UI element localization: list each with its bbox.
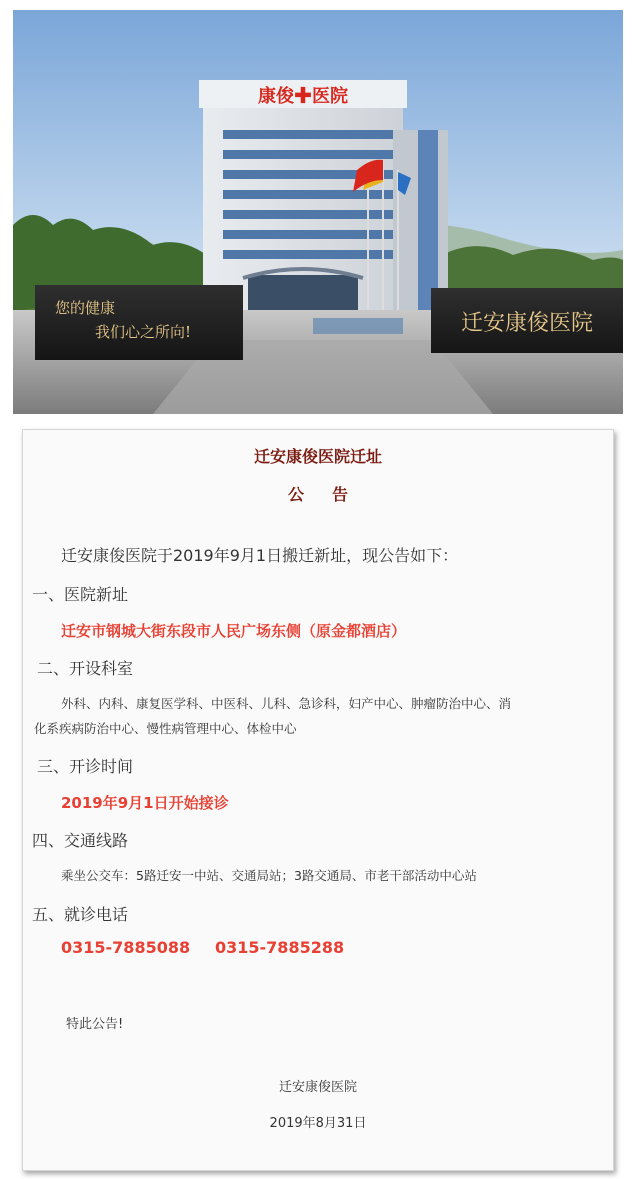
departments-line-1: 外科、内科、康复医学科、中医科、儿科、急诊科，妇产中心、肿瘤防治中心、消	[61, 696, 512, 711]
phone-number-1: 0315-7885088	[61, 938, 191, 957]
notice-title: 迁安康俊医院迁址	[253, 447, 382, 466]
signature: 迁安康俊医院	[278, 1080, 357, 1095]
hospital-name-sign: 迁安康俊医院	[460, 311, 594, 336]
hospital-building-photo	[13, 10, 623, 414]
notice-intro: 迁安康俊医院于2019年9月1日搬迁新址，现公告如下：	[61, 546, 459, 565]
relocation-notice-card	[22, 429, 614, 1171]
slogan-line-2: 我们心之所向!	[95, 323, 192, 341]
section-heading-transport: 四、交通线路	[32, 831, 129, 850]
new-address: 迁安市钢城大街东段市人民广场东侧（原金都酒店）	[61, 622, 407, 640]
closing-remark: 特此公告!	[66, 1017, 124, 1032]
opening-date: 2019年9月1日开始接诊	[61, 794, 229, 812]
notice-subtitle: 公告	[287, 485, 376, 504]
section-heading-opening: 三、开诊时间	[37, 757, 134, 776]
section-heading-departments: 二、开设科室	[37, 659, 134, 678]
slogan-line-1: 您的健康	[55, 299, 116, 317]
section-heading-phone: 五、就诊电话	[32, 905, 129, 924]
notice-date: 2019年8月31日	[269, 1116, 367, 1131]
section-heading-address: 一、医院新址	[32, 585, 129, 604]
phone-number-2: 0315-7885288	[215, 938, 345, 957]
bus-routes: 乘坐公交车：5路迁安一中站、交通局站；3路交通局、市老干部活动中心站	[61, 868, 477, 883]
departments-line-2: 化系疾病防治中心、慢性病管理中心、体检中心	[34, 721, 297, 736]
building-sign: 康俊✚医院	[258, 86, 348, 107]
